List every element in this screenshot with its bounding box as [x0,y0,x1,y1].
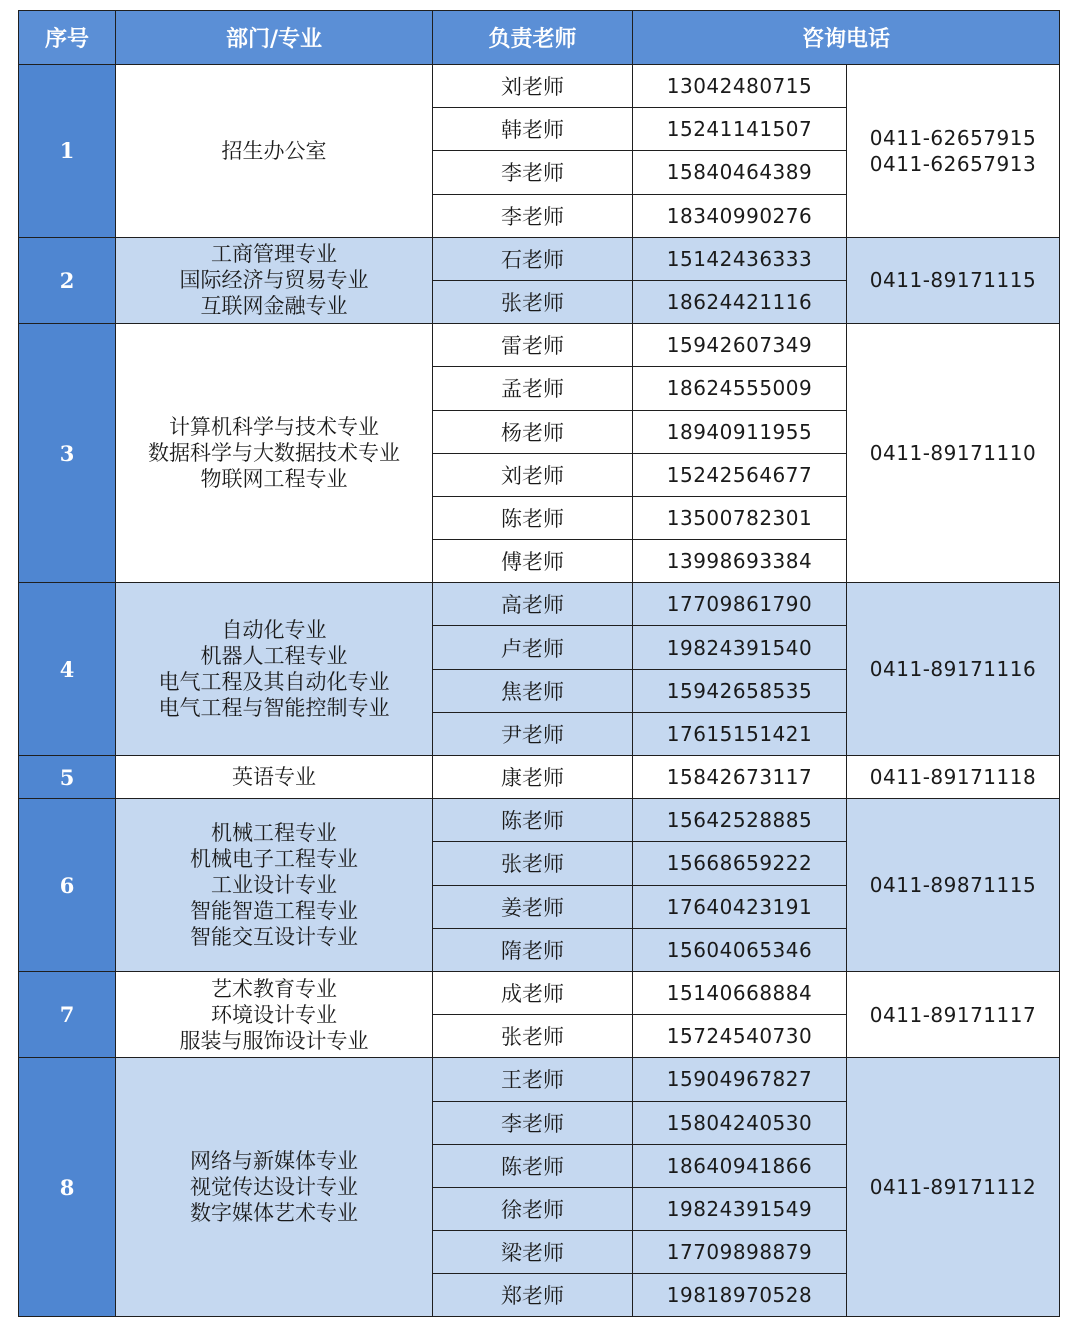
dept-name: 机械电子工程专业 [190,847,358,872]
dept-name: 工商管理专业 [211,242,337,267]
mobile-number: 13500782301 [633,496,847,539]
teacher-name: 李老师 [433,151,633,194]
row-number: 2 [19,237,116,323]
header-phone: 咨询电话 [633,11,1060,65]
table-body [19,65,1060,1317]
dept-name: 国际经济与贸易专业 [179,268,369,293]
mobile-number: 18624555009 [633,367,847,410]
office-phone: 0411-89171117 [869,1002,1037,1027]
dept-cell [116,583,433,756]
mobile-number: 15942607349 [633,324,847,367]
mobile-number: 15642528885 [633,799,847,842]
mobile-number: 18940911955 [633,410,847,453]
office-phone: 0411-62657915 [869,125,1037,150]
teacher-name: 雷老师 [433,324,633,367]
dept-name: 机械工程专业 [211,821,337,846]
dept-name: 智能交互设计专业 [190,925,358,950]
mobile-number: 17709898879 [633,1231,847,1274]
table-row [19,65,1060,108]
teacher-name: 陈老师 [433,799,633,842]
mobile-number: 19824391549 [633,1187,847,1230]
teacher-name: 郑老师 [433,1274,633,1317]
office-phone: 0411-89171110 [869,441,1037,466]
mobile-number: 18624421116 [633,280,847,323]
teacher-name: 刘老师 [433,65,633,108]
mobile-number: 18640941866 [633,1144,847,1187]
teacher-name: 刘老师 [433,453,633,496]
teacher-name: 陈老师 [433,1144,633,1187]
dept-cell [116,799,433,972]
mobile-number: 17640423191 [633,885,847,928]
dept-name: 数字媒体艺术专业 [190,1201,358,1226]
dept-name: 工业设计专业 [211,873,337,898]
header-row [19,11,1060,65]
teacher-name: 陈老师 [433,496,633,539]
row-number: 6 [19,799,116,972]
row-number: 8 [19,1058,116,1317]
teacher-name: 焦老师 [433,669,633,712]
dept-cell [116,971,433,1057]
dept-name: 环境设计专业 [211,1002,337,1027]
office-phone: 0411-89171118 [869,765,1037,790]
office-phone: 0411-89171116 [869,657,1037,682]
teacher-name: 张老师 [433,280,633,323]
row-number: 3 [19,324,116,583]
mobile-number: 19824391540 [633,626,847,669]
table-header [19,11,1060,65]
dept-name: 互联网金融专业 [200,294,348,319]
mobile-number: 15840464389 [633,151,847,194]
table-row [19,971,1060,1014]
dept-name: 自动化专业 [221,618,327,643]
table-row [19,799,1060,842]
dept-name: 视觉传达设计专业 [190,1175,358,1200]
dept-cell [116,1058,433,1317]
office-phone-cell [847,583,1060,756]
row-number: 7 [19,971,116,1057]
teacher-name: 徐老师 [433,1187,633,1230]
teacher-name: 卢老师 [433,626,633,669]
office-phone: 0411-62657913 [869,151,1037,176]
teacher-name: 李老师 [433,194,633,237]
mobile-number: 17615151421 [633,712,847,755]
teacher-name: 隋老师 [433,928,633,971]
office-phone-cell [847,799,1060,972]
table-row [19,1058,1060,1101]
header-no: 序号 [19,11,116,65]
office-phone-cell [847,756,1060,799]
dept-cell [116,237,433,323]
teacher-name: 高老师 [433,583,633,626]
dept-cell [116,324,433,583]
mobile-number: 15242564677 [633,453,847,496]
teacher-name: 韩老师 [433,108,633,151]
row-number: 1 [19,65,116,238]
mobile-number: 15804240530 [633,1101,847,1144]
office-phone: 0411-89871115 [869,873,1037,898]
dept-name: 服装与服饰设计专业 [179,1028,369,1053]
office-phone-cell [847,971,1060,1057]
mobile-number: 18340990276 [633,194,847,237]
mobile-number: 19818970528 [633,1274,847,1317]
teacher-name: 康老师 [433,756,633,799]
dept-name: 艺术教育专业 [211,976,337,1001]
teacher-name: 梁老师 [433,1231,633,1274]
teacher-name: 孟老师 [433,367,633,410]
office-phone: 0411-89171115 [869,268,1037,293]
teacher-name: 张老师 [433,842,633,885]
mobile-number: 15904967827 [633,1058,847,1101]
mobile-number: 15140668884 [633,971,847,1014]
dept-name: 数据科学与大数据技术专业 [148,441,400,466]
teacher-name: 杨老师 [433,410,633,453]
dept-name: 网络与新媒体专业 [190,1149,358,1174]
dept-name: 机器人工程专业 [200,644,348,669]
row-number: 5 [19,756,116,799]
mobile-number: 15241141507 [633,108,847,151]
table-row [19,324,1060,367]
office-phone-cell [847,237,1060,323]
dept-name: 招生办公室 [221,138,327,163]
contact-table [18,10,1060,1317]
teacher-name: 李老师 [433,1101,633,1144]
mobile-number: 15724540730 [633,1015,847,1058]
mobile-number: 15668659222 [633,842,847,885]
mobile-number: 15942658535 [633,669,847,712]
mobile-number: 17709861790 [633,583,847,626]
office-phone-cell [847,1058,1060,1317]
teacher-name: 成老师 [433,971,633,1014]
mobile-number: 15142436333 [633,237,847,280]
dept-name: 英语专业 [232,765,316,790]
mobile-number: 13998693384 [633,540,847,583]
office-phone-cell [847,324,1060,583]
office-phone: 0411-89171112 [869,1175,1037,1200]
row-number: 4 [19,583,116,756]
mobile-number: 15842673117 [633,756,847,799]
header-dept: 部门/专业 [116,11,433,65]
mobile-number: 13042480715 [633,65,847,108]
table-row [19,756,1060,799]
table-row [19,583,1060,626]
teacher-name: 尹老师 [433,712,633,755]
dept-name: 物联网工程专业 [200,467,348,492]
teacher-name: 王老师 [433,1058,633,1101]
teacher-name: 傅老师 [433,540,633,583]
header-teacher: 负责老师 [433,11,633,65]
teacher-name: 张老师 [433,1015,633,1058]
dept-cell [116,65,433,238]
mobile-number: 15604065346 [633,928,847,971]
dept-name: 电气工程与智能控制专业 [158,696,390,721]
dept-name: 智能智造工程专业 [190,899,358,924]
dept-cell [116,756,433,799]
office-phone-cell [847,65,1060,238]
table-row [19,237,1060,280]
dept-name: 电气工程及其自动化专业 [158,670,390,695]
teacher-name: 石老师 [433,237,633,280]
dept-name: 计算机科学与技术专业 [169,415,379,440]
teacher-name: 姜老师 [433,885,633,928]
